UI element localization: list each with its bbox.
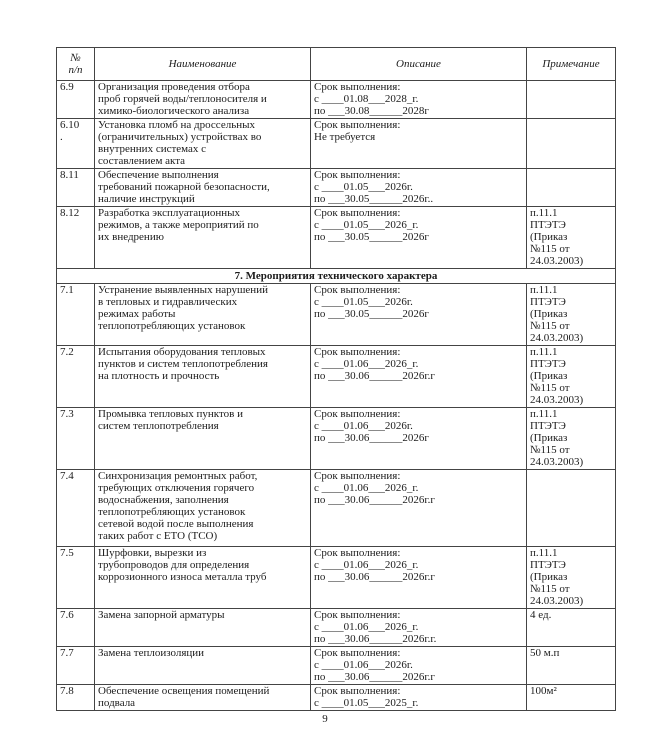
row-num: 7.4 — [57, 470, 95, 547]
measures-table — [56, 47, 616, 711]
row-note — [527, 81, 616, 119]
section-title: 7. Мероприятия технического характера — [57, 269, 616, 284]
row-note — [527, 119, 616, 169]
row-description: Срок выполнения: с ____01.06___2026_г. по ___30.06______2026г.г — [311, 346, 527, 408]
table-row — [57, 346, 616, 408]
table-row — [57, 547, 616, 609]
row-num: 8.11 — [57, 169, 95, 207]
row-name: Организация проведения отбора проб горячей воды/теплоносителя и химико-биологического анализа — [95, 81, 311, 119]
header-num: № п/п — [57, 48, 95, 81]
row-note: 50 м.п — [527, 647, 616, 685]
row-note — [527, 470, 616, 547]
header-description: Описание — [311, 48, 527, 81]
header-name: Наименование — [95, 48, 311, 81]
table-row — [57, 284, 616, 346]
section-row — [57, 269, 616, 284]
table-header-row — [57, 48, 616, 81]
row-name: Синхронизация ремонтных работ, требующих отключения горячего водоснабжения, заполнения теплопотребляющих установок сетевой водой после выполнения таких работ с ЕТО (ТСО) — [95, 470, 311, 547]
table-row — [57, 207, 616, 269]
table-row — [57, 119, 616, 169]
row-description: Срок выполнения: с ____01.06___2026_г. по ___30.06______2026г.г. — [311, 609, 527, 647]
row-name: Устранение выявленных нарушений в тепловых и гидравлических режимах работы теплопотребляющих установок — [95, 284, 311, 346]
row-description: Срок выполнения: с ____01.05___2025_г. — [311, 685, 527, 711]
row-description: Срок выполнения: с ____01.06___2026_г. по ___30.06______2026г.г — [311, 470, 527, 547]
row-name: Замена запорной арматуры — [95, 609, 311, 647]
row-num: 8.12 — [57, 207, 95, 269]
row-name: Установка пломб на дроссельных (ограничительных) устройствах во внутренних системах с составлением акта — [95, 119, 311, 169]
row-num: 7.1 — [57, 284, 95, 346]
row-name: Промывка тепловых пунктов и систем теплопотребления — [95, 408, 311, 470]
row-num: 7.5 — [57, 547, 95, 609]
row-description: Срок выполнения: Не требуется — [311, 119, 527, 169]
table-row — [57, 685, 616, 711]
table-row — [57, 408, 616, 470]
table-row — [57, 609, 616, 647]
row-description: Срок выполнения: с ____01.08___2028_г. по ___30.08______2028г — [311, 81, 527, 119]
row-name: Замена теплоизоляции — [95, 647, 311, 685]
row-name: Шурфовки, вырезки из трубопроводов для определения коррозионного износа металла труб — [95, 547, 311, 609]
table-row — [57, 81, 616, 119]
table-row — [57, 169, 616, 207]
row-note: п.11.1 ПТЭТЭ (Приказ №115 от 24.03.2003) — [527, 207, 616, 269]
row-num: 7.7 — [57, 647, 95, 685]
row-note: 4 ед. — [527, 609, 616, 647]
row-num: 7.8 — [57, 685, 95, 711]
row-name: Обеспечение выполнения требований пожарной безопасности, наличие инструкций — [95, 169, 311, 207]
table-row — [57, 470, 616, 547]
row-name: Обеспечение освещения помещений подвала — [95, 685, 311, 711]
row-note: п.11.1 ПТЭТЭ (Приказ №115 от 24.03.2003) — [527, 284, 616, 346]
row-note: п.11.1 ПТЭТЭ (Приказ №115 от 24.03.2003) — [527, 408, 616, 470]
row-description: Срок выполнения: с ____01.06___2026_г. по ___30.06______2026г.г — [311, 547, 527, 609]
row-description: Срок выполнения: с ____01.06___2026г. по ___30.06______2026г.г — [311, 647, 527, 685]
row-note: п.11.1 ПТЭТЭ (Приказ №115 от 24.03.2003) — [527, 346, 616, 408]
row-num: 6.9 — [57, 81, 95, 119]
row-name: Испытания оборудования тепловых пунктов и систем теплопотребления на плотность и прочность — [95, 346, 311, 408]
row-description: Срок выполнения: с ____01.05___2026г. по ___30.05______2026г — [311, 284, 527, 346]
row-num: 6.10 . — [57, 119, 95, 169]
row-num: 7.2 — [57, 346, 95, 408]
row-name: Разработка эксплуатационных режимов, а также мероприятий по их внедрению — [95, 207, 311, 269]
page-number: 9 — [322, 713, 328, 725]
row-note: 100м² — [527, 685, 616, 711]
row-description: Срок выполнения: с ____01.05___2026г. по ___30.05______2026г.. — [311, 169, 527, 207]
row-description: Срок выполнения: с ____01.05___2026_г. по ___30.05______2026г — [311, 207, 527, 269]
row-num: 7.6 — [57, 609, 95, 647]
table-row — [57, 647, 616, 685]
row-num: 7.3 — [57, 408, 95, 470]
row-description: Срок выполнения: с ____01.06___2026г. по ___30.06______2026г — [311, 408, 527, 470]
row-note: п.11.1 ПТЭТЭ (Приказ №115 от 24.03.2003) — [527, 547, 616, 609]
row-note — [527, 169, 616, 207]
header-note: Примечание — [527, 48, 616, 81]
